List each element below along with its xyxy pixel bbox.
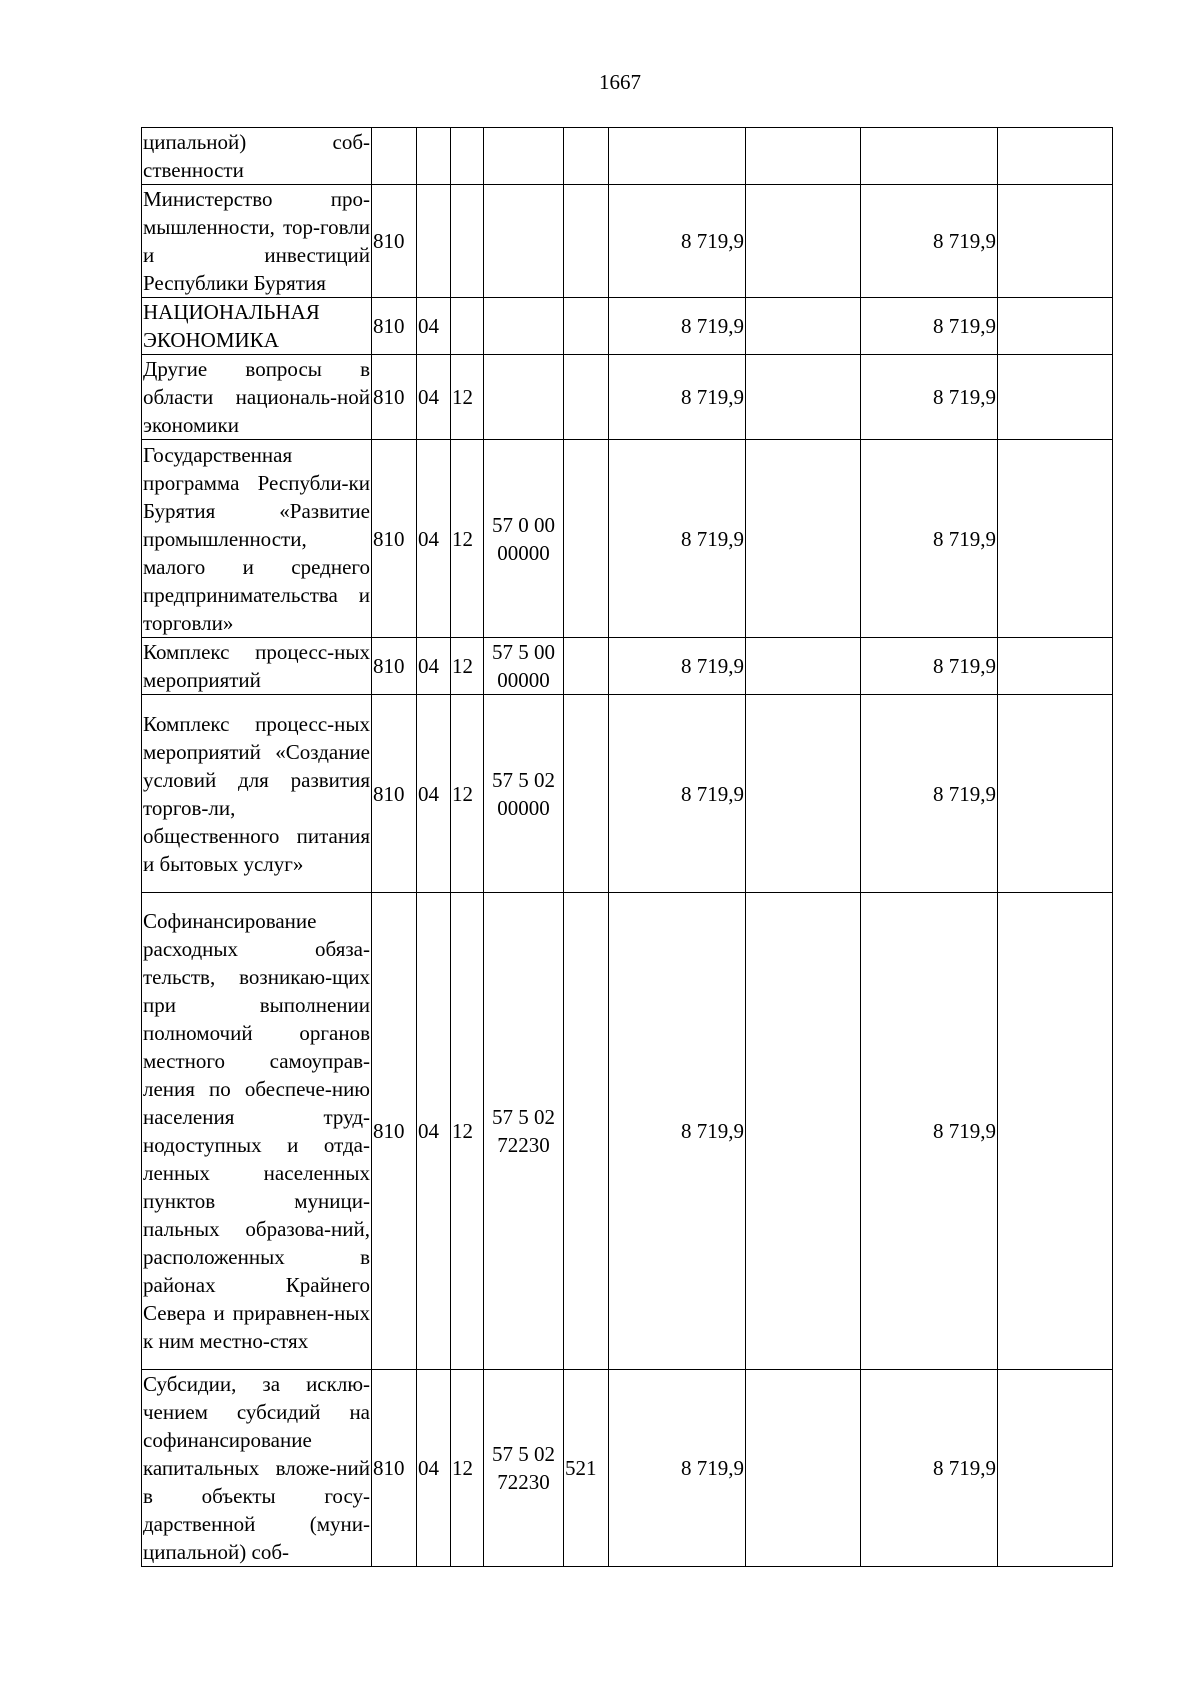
gr-code-cell: 810 (372, 298, 417, 355)
table-row (142, 185, 1113, 298)
sum-1-cell: 8 719,9 (609, 298, 746, 355)
gr-code-cell: 810 (372, 355, 417, 440)
sum-1-cell: 8 719,9 (609, 355, 746, 440)
sum-1-cell: 8 719,9 (609, 185, 746, 298)
row-name-cell: Государственная программа Республи-ки Бурятия «Развитие промышленности, малого и среднего предпринимательства и торговли» (142, 440, 372, 638)
pr-code-cell: 12 (451, 638, 484, 695)
row-name-cell: Комплекс процесс-ных мероприятий (142, 638, 372, 695)
sum-2-cell (746, 695, 861, 893)
vr-code-cell (564, 185, 609, 298)
rz-code-cell (417, 185, 451, 298)
pr-code-cell: 12 (451, 355, 484, 440)
csr-code-cell (484, 128, 564, 185)
csr-code-cell: 57 5 02 72230 (484, 893, 564, 1370)
sum-3-cell: 8 719,9 (861, 440, 998, 638)
pr-code-cell (451, 298, 484, 355)
vr-code-cell (564, 298, 609, 355)
row-name-cell: ципальной) соб-ственности (142, 128, 372, 185)
sum-3-cell (861, 128, 998, 185)
gr-code-cell: 810 (372, 1370, 417, 1567)
vr-code-cell (564, 695, 609, 893)
rz-code-cell: 04 (417, 695, 451, 893)
rz-code-cell: 04 (417, 1370, 451, 1567)
row-name-cell: Министерство про-мышленности, тор-говли и инвестиций Республики Бурятия (142, 185, 372, 298)
sum-4-cell (998, 298, 1113, 355)
sum-2-cell (746, 355, 861, 440)
sum-1-cell: 8 719,9 (609, 893, 746, 1370)
row-name-cell: НАЦИОНАЛЬНАЯ ЭКОНОМИКА (142, 298, 372, 355)
gr-code-cell (372, 128, 417, 185)
row-name-cell: Субсидии, за исклю-чением субсидий на софинансирование капитальных вложе-ний в объекты госу-дарственной (муни-ципальной) соб- (142, 1370, 372, 1567)
table-row (142, 638, 1113, 695)
csr-code-cell: 57 5 00 00000 (484, 638, 564, 695)
sum-4-cell (998, 185, 1113, 298)
sum-1-cell: 8 719,9 (609, 695, 746, 893)
sum-3-cell: 8 719,9 (861, 638, 998, 695)
csr-code-cell (484, 185, 564, 298)
sum-2-cell (746, 638, 861, 695)
sum-4-cell (998, 695, 1113, 893)
sum-3-cell: 8 719,9 (861, 355, 998, 440)
gr-code-cell: 810 (372, 893, 417, 1370)
sum-3-cell: 8 719,9 (861, 298, 998, 355)
table-row (142, 695, 1113, 893)
table-row (142, 355, 1113, 440)
pr-code-cell: 12 (451, 1370, 484, 1567)
sum-2-cell (746, 893, 861, 1370)
table-row (142, 1370, 1113, 1567)
sum-2-cell (746, 298, 861, 355)
gr-code-cell: 810 (372, 695, 417, 893)
row-name-cell: Софинансирование расходных обяза-тельств, возникаю-щих при выполнении полномочий органов местного самоуправ-ления по обеспече-нию населения труд-нодоступных и отда-ленных населенных пунктов муници-пальных образова-ний, расположенных в районах Крайнего Севера и приравнен-ных к ним местно-стях (142, 893, 372, 1370)
sum-1-cell: 8 719,9 (609, 638, 746, 695)
table-body (142, 128, 1113, 1567)
rz-code-cell: 04 (417, 638, 451, 695)
csr-code-cell: 57 5 02 00000 (484, 695, 564, 893)
table-row (142, 440, 1113, 638)
gr-code-cell: 810 (372, 440, 417, 638)
gr-code-cell: 810 (372, 638, 417, 695)
pr-code-cell (451, 128, 484, 185)
sum-4-cell (998, 440, 1113, 638)
gr-code-cell: 810 (372, 185, 417, 298)
vr-code-cell (564, 893, 609, 1370)
sum-2-cell (746, 440, 861, 638)
sum-4-cell (998, 1370, 1113, 1567)
sum-4-cell (998, 355, 1113, 440)
budget-table (141, 127, 1113, 1567)
sum-2-cell (746, 185, 861, 298)
rz-code-cell: 04 (417, 355, 451, 440)
sum-1-cell (609, 128, 746, 185)
pr-code-cell: 12 (451, 893, 484, 1370)
vr-code-cell (564, 440, 609, 638)
rz-code-cell: 04 (417, 893, 451, 1370)
pr-code-cell (451, 185, 484, 298)
sum-3-cell: 8 719,9 (861, 1370, 998, 1567)
row-name-cell: Другие вопросы в области националь-ной экономики (142, 355, 372, 440)
csr-code-cell: 57 5 02 72230 (484, 1370, 564, 1567)
sum-4-cell (998, 638, 1113, 695)
sum-4-cell (998, 128, 1113, 185)
csr-code-cell (484, 298, 564, 355)
vr-code-cell (564, 128, 609, 185)
sum-2-cell (746, 1370, 861, 1567)
vr-code-cell (564, 355, 609, 440)
table-row (142, 893, 1113, 1370)
csr-code-cell: 57 0 00 00000 (484, 440, 564, 638)
sum-3-cell: 8 719,9 (861, 185, 998, 298)
table-row (142, 128, 1113, 185)
page-number: 1667 (599, 70, 641, 94)
pr-code-cell: 12 (451, 695, 484, 893)
sum-2-cell (746, 128, 861, 185)
rz-code-cell (417, 128, 451, 185)
sum-4-cell (998, 893, 1113, 1370)
sum-3-cell: 8 719,9 (861, 893, 998, 1370)
rz-code-cell: 04 (417, 298, 451, 355)
sum-1-cell: 8 719,9 (609, 440, 746, 638)
csr-code-cell (484, 355, 564, 440)
vr-code-cell: 521 (564, 1370, 609, 1567)
row-name-cell: Комплекс процесс-ных мероприятий «Создание условий для развития торгов-ли, общественного питания и бытовых услуг» (142, 695, 372, 893)
sum-1-cell: 8 719,9 (609, 1370, 746, 1567)
vr-code-cell (564, 638, 609, 695)
sum-3-cell: 8 719,9 (861, 695, 998, 893)
pr-code-cell: 12 (451, 440, 484, 638)
table-row (142, 298, 1113, 355)
rz-code-cell: 04 (417, 440, 451, 638)
